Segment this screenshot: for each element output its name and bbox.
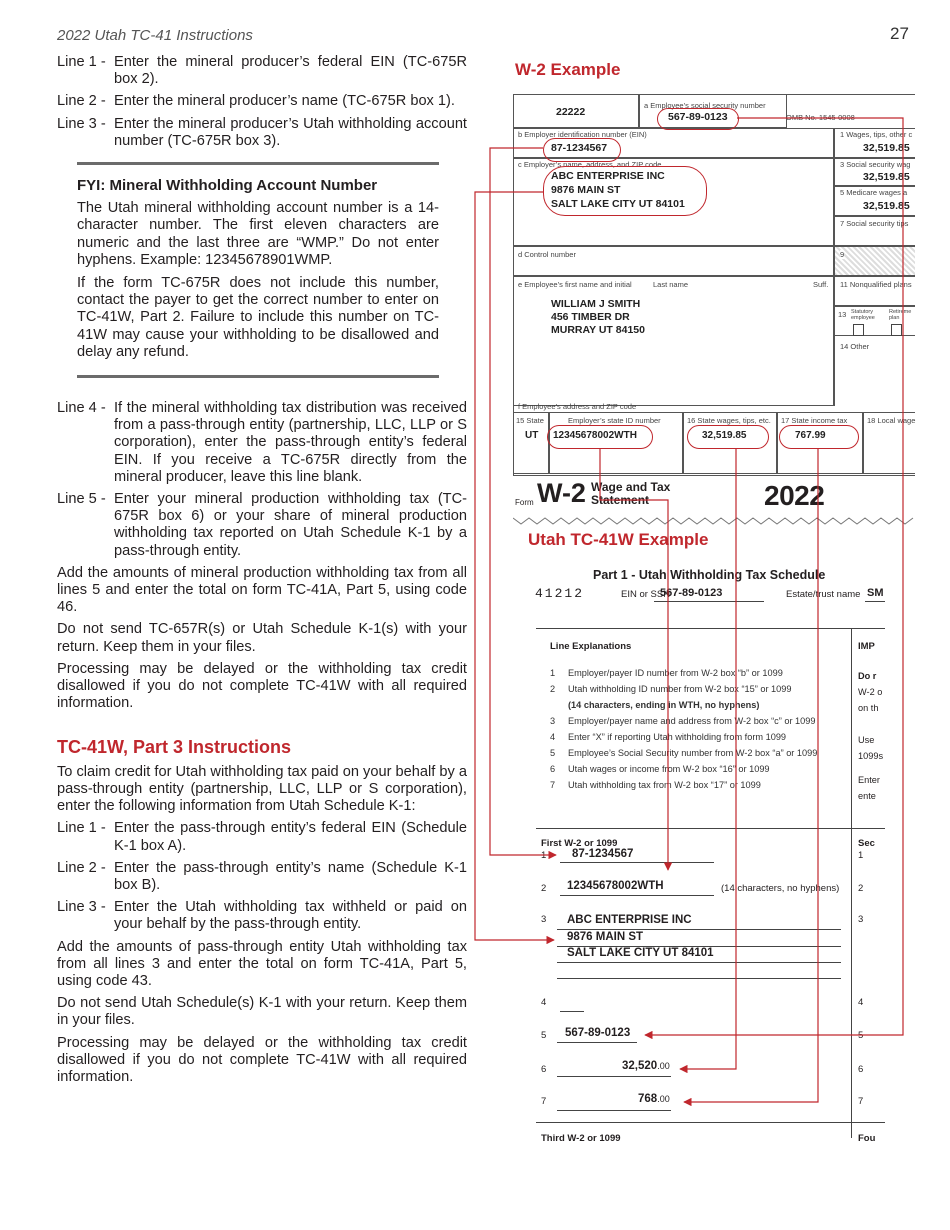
w2-box1-label: 1 Wages, tips, other c [840,130,913,139]
tc41w-line4-box[interactable] [560,1011,584,1012]
w2-ein-label: b Employer identification number (EIN) [518,130,647,139]
instruction-line: Line 3 - Enter the Utah withholding tax withheld or paid on your behalf by the pass-through entity. [57,899,467,933]
tc41w-line3-street[interactable]: 9876 MAIN ST [567,931,644,943]
w2-form-name: W-2 [537,478,586,508]
w2-statutory-label: Statutory employee [851,309,875,321]
paragraph: Add the amounts of pass-through entity Utah withholding tax from all lines 3 and enter the total on form TC-41A, Part 5, using code 43. [57,938,467,989]
w2-ssn: 567-89-0123 [668,111,728,123]
underline [557,1110,671,1111]
first-w2-title: First W-2 or 1099 [541,838,618,849]
page-number: 27 [890,24,909,43]
instructions-column [57,54,467,1091]
tc41w-line5-ssn[interactable]: 567-89-0123 [565,1027,631,1039]
tc41w-line3-city[interactable]: SALT LAKE CITY UT 84101 [567,947,714,959]
row-number: 7 [858,1096,864,1107]
w2-ein: 87-1234567 [551,142,608,154]
w2-employer-name: ABC ENTERPRISE INC [551,170,665,182]
tc41w-part-title: Part 1 - Utah Withholding Tax Schedule [593,568,826,582]
imp-title: IMP [858,641,875,652]
underline [560,862,714,863]
w2-box15-label: 15 State [516,416,544,425]
fyi-box [77,162,439,378]
w2-state-id: 12345678002WTH [553,430,637,441]
w2-box7-label: 7 Social security tips [840,219,909,228]
w2-employer-label: c Employer’s name, address, and ZIP code [518,160,662,169]
underline [654,601,764,602]
w2-employer-street: 9876 MAIN ST [551,184,621,196]
w2-box5-label: 5 Medicare wages a [840,188,908,197]
explanation-number: 3 [550,716,556,726]
explanations-title: Line Explanations [550,641,632,652]
fyi-title: FYI: Mineral Withholding Account Number [77,177,378,195]
explanation-number: 6 [550,764,556,774]
underline [557,962,841,963]
line6-cents: .00 [657,1061,670,1071]
highlight-box16 [687,425,769,449]
explanation-item: Enter “X” if reporting Utah withholding from form 1099 [568,732,787,742]
rule [536,1122,885,1123]
third-w2-title-wrap [541,1128,621,1146]
explanation-number: 2 [550,684,556,694]
w2-address-label: f Employee’s address and ZIP code [518,402,637,411]
w2-employee-city: MURRAY UT 84150 [551,324,645,336]
underline [560,895,714,896]
explanation-number: 5 [550,748,556,758]
imp-text: on th [858,703,879,713]
imp-text: W-2 o [858,687,883,697]
imp-text: Enter [858,775,880,785]
highlight-ssn [657,108,739,130]
w2-box17-label: 17 State income tax [781,416,848,425]
w2-box13-label: 13 [838,310,847,319]
tc41w-heading: Utah TC-41W Example [528,530,709,549]
w2-box11-label: 11 Nonqualified plans [840,280,912,289]
rule [536,828,885,829]
column-divider [851,628,852,1138]
row-number: 1 [541,850,547,861]
highlight-box17 [779,425,859,449]
w2-form-title: Wage and Tax Statement [591,480,671,507]
w2-heading: W-2 Example [515,60,621,79]
w2-employer-city: SALT LAKE CITY UT 84101 [551,198,685,210]
highlight-ein [543,138,621,162]
w2-employee-name-label: e Employee’s first name and initial [518,280,632,289]
highlight-employer [543,166,707,216]
underline [557,978,841,979]
w2-form-word: Form [515,498,534,507]
tc41w-form-code: 41212 [535,586,585,601]
imp-text: Use [858,735,875,745]
explanation-item: Employer/payer name and address from W-2 box “c” or 1099 [568,716,816,726]
instruction-line: Line 2 - Enter the pass-through entity’s name (Schedule K-1 box B). [57,859,467,893]
tc41w-ein-ssn: 567-89-0123 [660,587,723,599]
tc41w-line2-state-id[interactable]: 12345678002WTH [567,880,664,892]
w2-retirement-label: Retireme plan [889,309,912,321]
explanation-item: Employer/payer ID number from W-2 box “b” or 1099 [568,668,783,678]
w2-box17-value: 767.99 [795,430,826,441]
second-w2-title-wrap [858,833,875,851]
line7-dollars: 768 [638,1093,658,1105]
imp-column [858,668,888,804]
w2-statutory-checkbox[interactable] [853,324,864,336]
w2-state: UT [525,430,539,441]
row-number: 4 [858,997,864,1008]
w2-box9-label: 9 [840,250,845,259]
row-number: 2 [858,883,864,894]
w2-control-number: 22222 [556,106,586,118]
paragraph: Processing may be delayed or the withholding tax credit disallowed if you do not complete TC-41W with all required information. [57,1034,467,1085]
w2-ssn-label: a Employee’s social security number [644,101,766,110]
row-number: 4 [541,997,547,1008]
paragraph: Do not send TC-657R(s) or Utah Schedule K-1(s) with your return. Keep them in your files. [57,621,467,655]
instruction-line: Line 3 - Enter the mineral producer’s Utah withholding account number (TC-675R box 3). [57,115,467,149]
w2-employee-box [513,276,834,406]
fyi-paragraph: If the form TC-675R does not include this number, contact the payer to get the correct number to enter on TC-41W, Part 2. Failure to include this number on TC-41W may cause your withholding to be disallowed and delay any refund. [77,275,439,360]
w2-box3-label: 3 Social security wag [840,160,911,169]
row-number: 3 [858,914,864,925]
explanation-number: 7 [550,780,556,790]
explanation-item: Utah withholding ID number from W-2 box “15” or 1099 [568,684,792,694]
w2-box16-label: 16 State wages, tips, etc. [687,416,771,425]
tc41w-estate-name: SM [867,587,884,599]
w2-control-label: d Control number [518,250,576,259]
line7-cents: .00 [657,1094,670,1104]
w2-retirement-checkbox[interactable] [891,324,902,336]
tc41w-line1-ein[interactable]: 87-1234567 [572,848,634,860]
tc41w-line2-note: (14 characters, no hyphens) [721,883,840,894]
row-number: 6 [858,1064,864,1075]
fourth-w2-title-wrap [858,1128,875,1146]
w2-last-name-label: Last name [653,280,689,289]
w2-year: 2022 [764,480,825,511]
instruction-line: Line 1 - Enter the pass-through entity’s federal EIN (Schedule K-1 box A). [57,820,467,854]
imp-text: Do r [858,671,877,681]
explanation-item: Employee’s Social Security number from W-2 box “a” or 1099 [568,748,818,758]
paragraph: Do not send Utah Schedule(s) K-1 with your return. Keep them in your files. [57,995,467,1029]
w2-box5-value: 32,519.85 [863,200,910,212]
w2-box14-label: 14 Other [840,342,870,351]
explanation-item: (14 characters, ending in WTH, no hyphens) [568,700,760,710]
w2-suffix-label: Suff. [813,280,829,289]
tear-line [513,512,915,528]
paragraph: Add the amounts of mineral production withholding tax from all lines 5 and enter the total on form TC-41A, Part 5, using code 46. [57,564,467,616]
instruction-line: Line 5 - Enter your mineral production withholding tax (TC-675R box 6) or your share of mineral production withholding tax reported on Utah Schedule K-1 by a pass-through entity. [57,491,467,559]
w2-box16-value: 32,519.85 [702,430,747,441]
w2-form [513,94,915,474]
w2-box18-label: 18 Local wage [867,416,916,425]
explanations-title-wrap [550,636,631,654]
explanation-item: Utah wages or income from W-2 box “16” or 1099 [568,764,770,774]
row-number: 3 [541,914,547,925]
tc41w-line6-wages[interactable] [622,1060,670,1072]
w2-box1-value: 32,519.85 [863,142,910,154]
row-number: 1 [858,850,864,861]
underline [557,1042,637,1043]
instruction-line: Line 1 - Enter the mineral producer’s federal EIN (TC-675R box 2). [57,54,467,88]
imp-text: 1099s [858,751,884,761]
underline [557,929,841,930]
paragraph: To claim credit for Utah withholding tax paid on your behalf by a pass-through entity (partnership, LLC, LLP or S corporation), enter the following information from Utah Schedule K-1: [57,763,467,815]
fyi-paragraph: The Utah mineral withholding account number is a 14-character number. The first eleven characters are numeric and the last three are “WMP.” Do not enter hyphens. Example: 12345678901WMP. [77,200,439,268]
underline [557,1076,671,1077]
w2-box9 [834,246,915,276]
explanations-list [550,668,850,798]
imp-title-wrap [858,636,875,654]
row-number: 7 [541,1096,547,1107]
rule [536,628,885,629]
row-number: 5 [541,1030,547,1041]
paragraph: Processing may be delayed or the withholding tax credit disallowed if you do not complete TC-41W with all required information. [57,660,467,712]
line6-dollars: 32,520 [622,1060,658,1072]
explanation-number: 4 [550,732,556,742]
imp-text: ente [858,791,876,801]
w2-box3-value: 32,519.85 [863,171,910,183]
fourth-w2-title: Fou [858,1133,876,1144]
third-w2-title: Third W-2 or 1099 [541,1133,621,1144]
instruction-line: Line 4 - If the mineral withholding tax distribution was received from a pass-through entity (partnership, LLC, LLP or S corporation), enter the pass-through entity’s federal EIN. If you receive a TC-675R directly from the mineral producer, leave this line blank. [57,400,467,485]
w2-employee-street: 456 TIMBER DR [551,311,630,323]
part3-heading: TC-41W, Part 3 Instructions [57,736,292,757]
explanation-number: 1 [550,668,556,678]
w2-omb: OMB No. 1545-0008 [786,113,855,122]
underline [865,601,885,602]
row-number: 5 [858,1030,864,1041]
tc41w-ein-ssn-label: EIN or SSN [621,589,671,600]
w2-state-id-label: Employer’s state ID number [568,416,661,425]
instruction-line: Line 2 - Enter the mineral producer’s name (TC-675R box 1). [57,93,455,110]
tc41w-estate-label: Estate/trust name [786,589,861,600]
page-header-title: 2022 Utah TC-41 Instructions [57,27,253,44]
highlight-state-id [547,425,653,449]
row-number: 6 [541,1064,547,1075]
row-number: 2 [541,883,547,894]
explanation-item: Utah withholding tax from W-2 box “17” or 1099 [568,780,761,790]
tc41w-line3-name[interactable]: ABC ENTERPRISE INC [567,914,692,926]
tc41w-line7-tax[interactable] [638,1093,670,1105]
w2-divider [834,336,835,406]
second-w2-title: Sec [858,838,875,849]
w2-employee-name: WILLIAM J SMITH [551,298,641,310]
